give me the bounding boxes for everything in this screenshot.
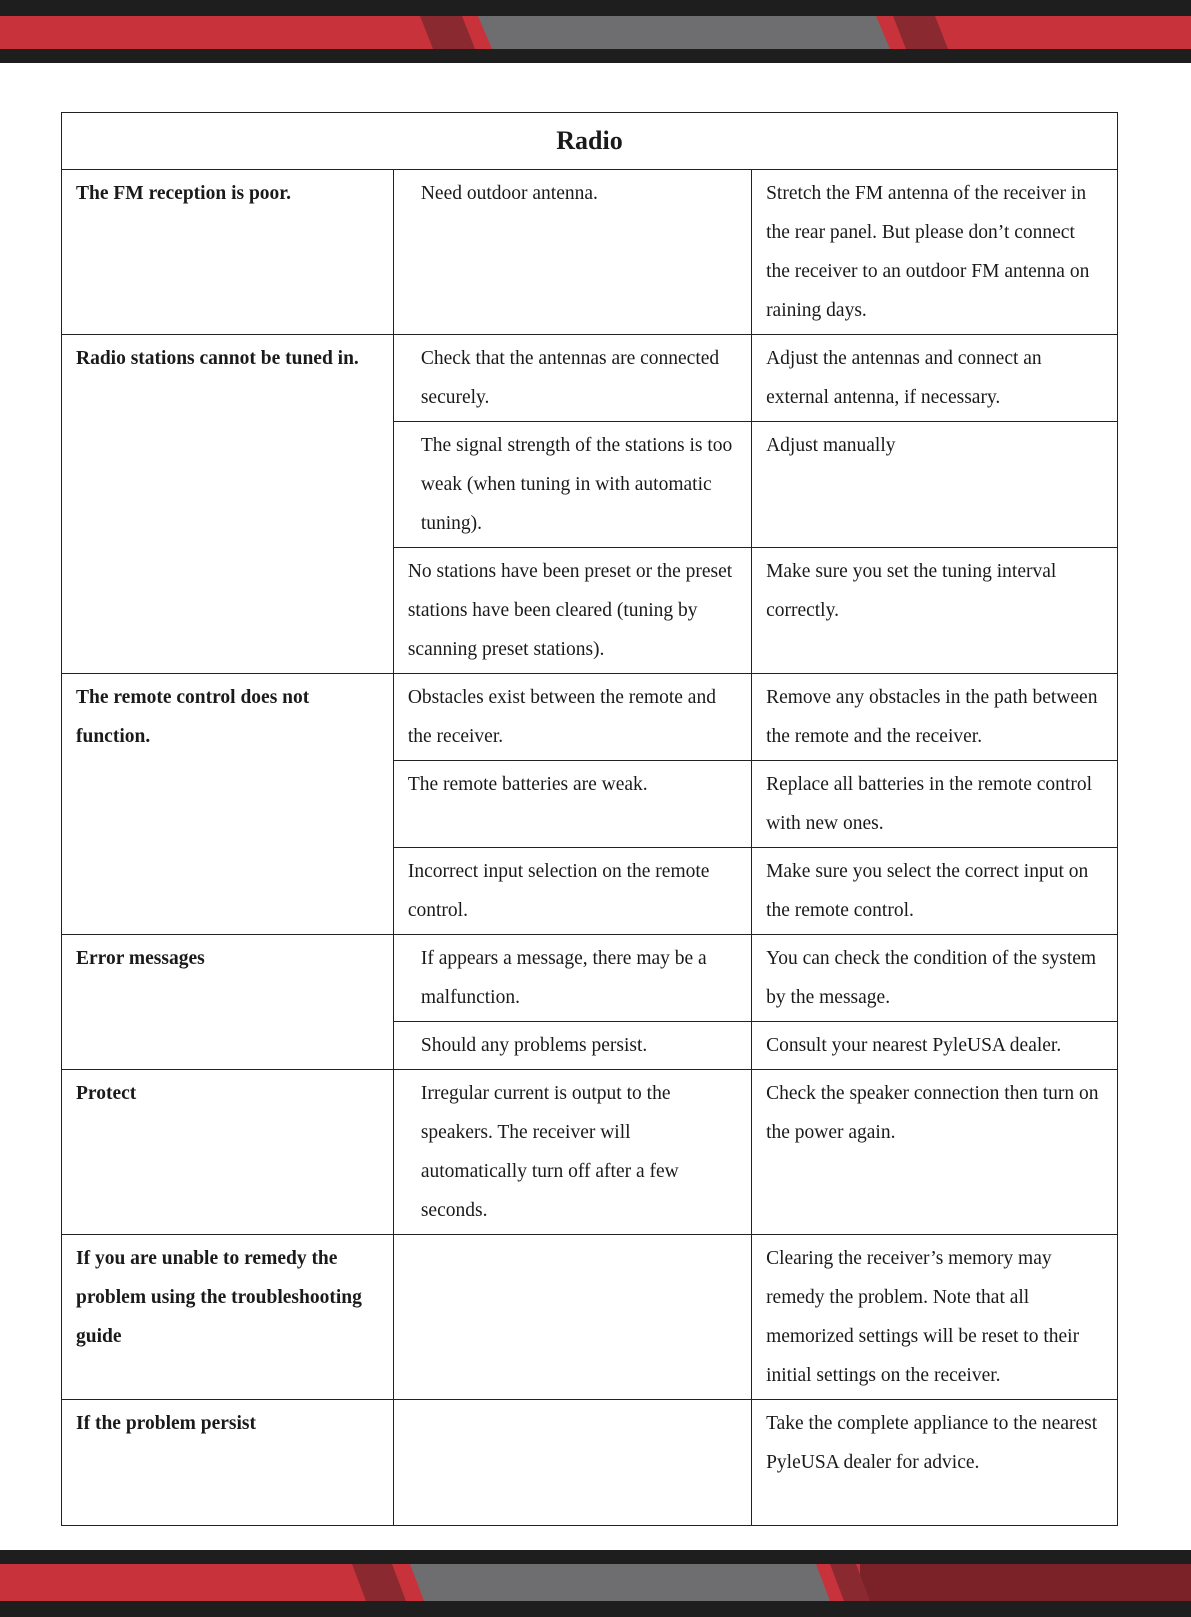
cause-cell: The signal strength of the stations is too weak (when tuning in with automatic tuning). <box>393 422 751 548</box>
footer-band-graphic <box>0 1550 1191 1617</box>
cause-cell: Irregular current is output to the speakers. The receiver will automatically turn off after a few seconds. <box>393 1070 751 1235</box>
table-row <box>62 674 1118 761</box>
table-row <box>62 1235 1118 1400</box>
solution-cell: Adjust manually <box>752 422 1118 548</box>
cause-cell: Obstacles exist between the remote and the receiver. <box>393 674 751 761</box>
solution-cell: Consult your nearest PyleUSA dealer. <box>752 1022 1118 1070</box>
cause-cell: Check that the antennas are connected securely. <box>393 335 751 422</box>
footer-band <box>0 1550 1191 1617</box>
cause-cell <box>393 1235 751 1400</box>
problem-cell: Protect <box>62 1070 394 1235</box>
solution-cell: Check the speaker connection then turn on the power again. <box>752 1070 1118 1235</box>
cause-cell: Need outdoor antenna. <box>393 170 751 335</box>
cause-cell: If appears a message, there may be a malfunction. <box>393 935 751 1022</box>
cause-cell: Incorrect input selection on the remote control. <box>393 848 751 935</box>
cause-cell: No stations have been preset or the preset stations have been cleared (tuning by scanning preset stations). <box>393 548 751 674</box>
solution-cell: Remove any obstacles in the path between the remote and the receiver. <box>752 674 1118 761</box>
solution-cell: Make sure you set the tuning interval correctly. <box>752 548 1118 674</box>
solution-cell: Make sure you select the correct input on the remote control. <box>752 848 1118 935</box>
solution-cell: Stretch the FM antenna of the receiver in the rear panel. But please don’t connect the receiver to an outdoor FM antenna on raining days. <box>752 170 1118 335</box>
table-row <box>62 935 1118 1022</box>
table-row <box>62 1070 1118 1235</box>
cause-cell: Should any problems persist. <box>393 1022 751 1070</box>
problem-cell: Radio stations cannot be tuned in. <box>62 335 394 674</box>
header-band <box>0 0 1191 63</box>
cause-cell <box>393 1400 751 1526</box>
problem-cell: The FM reception is poor. <box>62 170 394 335</box>
solution-cell: Replace all batteries in the remote control with new ones. <box>752 761 1118 848</box>
table-row <box>62 170 1118 335</box>
problem-cell: Error messages <box>62 935 394 1070</box>
table-row <box>62 1400 1118 1526</box>
solution-cell: You can check the condition of the system by the message. <box>752 935 1118 1022</box>
troubleshooting-table <box>61 112 1118 1526</box>
solution-cell: Take the complete appliance to the nearest PyleUSA dealer for advice. <box>752 1400 1118 1526</box>
problem-cell: The remote control does not function. <box>62 674 394 935</box>
table-title: Radio <box>62 113 1118 170</box>
header-band-graphic <box>0 0 1191 63</box>
problem-cell: If you are unable to remedy the problem using the troubleshooting guide <box>62 1235 394 1400</box>
problem-cell: If the problem persist <box>62 1400 394 1526</box>
solution-cell: Adjust the antennas and connect an external antenna, if necessary. <box>752 335 1118 422</box>
cause-cell: The remote batteries are weak. <box>393 761 751 848</box>
table-row <box>62 335 1118 422</box>
table-title-row <box>62 113 1118 170</box>
solution-cell: Clearing the receiver’s memory may remedy the problem. Note that all memorized settings will be reset to their initial settings on the receiver. <box>752 1235 1118 1400</box>
